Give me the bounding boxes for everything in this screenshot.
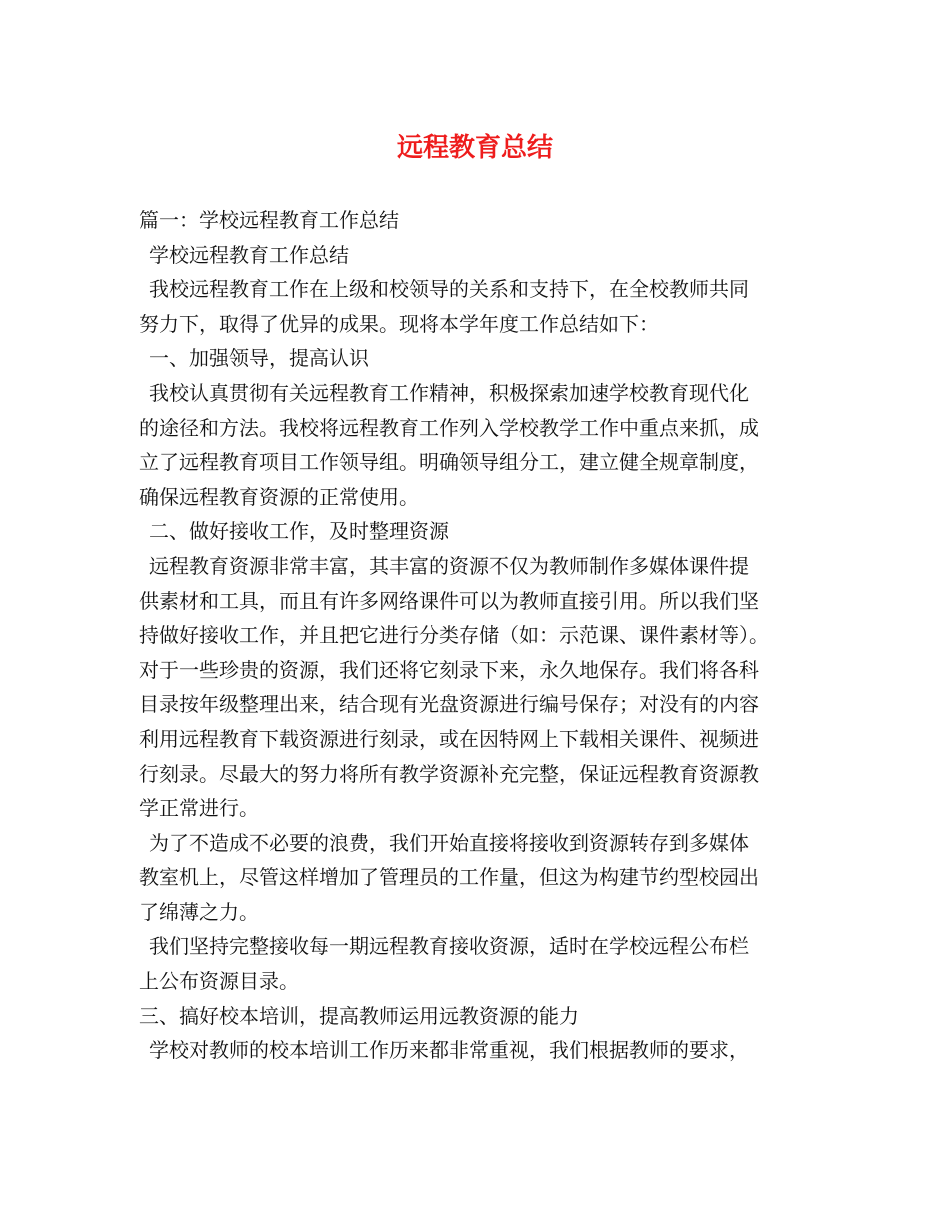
text-line: 的途径和方法。我校将远程教育工作列入学校教学工作中重点来抓，成: [139, 415, 759, 440]
text-line: 行刻录。尽最大的努力将所有教学资源补充完整，保证远程教育资源教: [139, 761, 759, 786]
text-line: 学正常进行。: [139, 796, 259, 821]
text-line: 二、做好接收工作，及时整理资源: [149, 519, 449, 544]
text-line: 供素材和工具，而且有许多网络课件可以为教师直接引用。所以我们坚: [139, 588, 759, 613]
text-line: 学校对教师的校本培训工作历来都非常重视，我们根据教师的要求，: [149, 1038, 749, 1063]
text-line: 教室机上，尽管这样增加了管理员的工作量，但这为构建节约型校园出: [139, 865, 759, 890]
text-line: 上公布资源目录。: [139, 969, 299, 994]
text-line: 学校远程教育工作总结: [149, 242, 349, 267]
text-line: 持做好接收工作，并且把它进行分类存储（如：示范课、课件素材等）。: [139, 623, 769, 648]
text-line: 对于一些珍贵的资源，我们还将它刻录下来，永久地保存。我们将各科: [139, 657, 759, 682]
document-title: 远程教育总结: [396, 133, 553, 163]
text-line: 为了不造成不必要的浪费，我们开始直接将接收到资源转存到多媒体: [149, 830, 749, 855]
text-line: 篇一：学校远程教育工作总结: [139, 208, 399, 232]
text-line: 我校认真贯彻有关远程教育工作精神，积极探索加速学校教育现代化: [149, 380, 749, 405]
text-line: 我校远程教育工作在上级和校领导的关系和支持下，在全校教师共同: [149, 277, 749, 302]
text-line: 我们坚持完整接收每一期远程教育接收资源，适时在学校远程公布栏: [149, 934, 749, 959]
text-line: 三、搞好校本培训，提高教师运用远教资源的能力: [139, 1003, 579, 1028]
text-line: 目录按年级整理出来，结合现有光盘资源进行编号保存；对没有的内容: [139, 692, 759, 717]
text-line: 立了远程教育项目工作领导组。明确领导组分工，建立健全规章制度，: [139, 450, 759, 475]
text-line: 远程教育资源非常丰富，其丰富的资源不仅为教师制作多媒体课件提: [149, 553, 749, 578]
text-line: 利用远程教育下载资源进行刻录，或在因特网上下载相关课件、视频进: [139, 726, 759, 751]
text-line: 努力下，取得了优异的成果。现将本学年度工作总结如下：: [139, 311, 659, 336]
text-line: 一、加强领导，提高认识: [149, 346, 369, 371]
text-line: 了绵薄之力。: [139, 899, 259, 924]
text-line: 确保远程教育资源的正常使用。: [139, 484, 419, 509]
document-body: [139, 203, 829, 1068]
